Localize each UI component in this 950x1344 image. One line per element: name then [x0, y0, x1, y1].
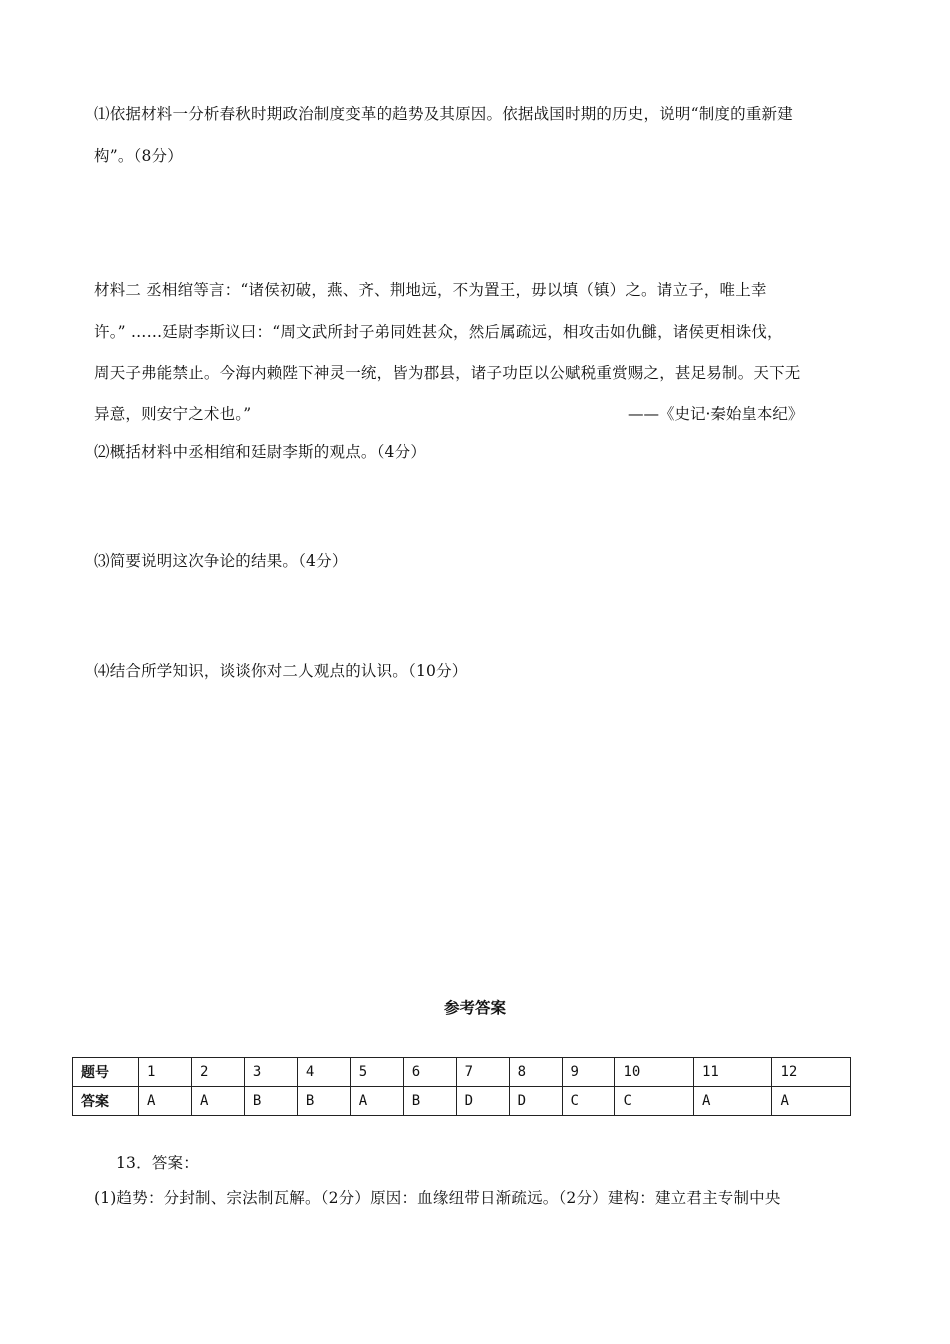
number-cell: 5 [350, 1058, 403, 1087]
answer-cell: C [615, 1087, 694, 1116]
material-2-line-2: 许。” ……廷尉李斯议曰：“周文武所封子弟同姓甚众，然后属疏远，相攻击如仇雠，诸侯更相诛伐， [94, 323, 783, 341]
answer-table-value-row [73, 1087, 851, 1116]
question-3: ⑶简要说明这次争论的结果。（4分） [94, 552, 348, 570]
material-2-line-4: 异意，则安宁之术也。” [94, 405, 252, 423]
answer-header: 答案 [73, 1087, 139, 1116]
number-header: 题号 [73, 1058, 139, 1087]
number-cell: 3 [244, 1058, 297, 1087]
question-4: ⑷结合所学知识，谈谈你对二人观点的认识。（10分） [94, 662, 468, 680]
material-2-line-3: 周天子弗能禁止。今海内赖陛下神灵一统，皆为郡县，诸子功臣以公赋税重赏赐之，甚足易制。天下无 [94, 364, 801, 382]
answer-cell: A [772, 1087, 851, 1116]
answer-cell: D [509, 1087, 562, 1116]
answer-cell: B [297, 1087, 350, 1116]
answer-cell: C [562, 1087, 615, 1116]
answer-table [72, 1057, 851, 1116]
answer-cell: A [693, 1087, 772, 1116]
number-cell: 7 [456, 1058, 509, 1087]
question-2: ⑵概括材料中丞相绾和廷尉李斯的观点。（4分） [94, 443, 427, 461]
number-cell: 11 [693, 1058, 772, 1087]
answer-13-line-1: (1)趋势：分封制、宗法制瓦解。（2分）原因：血缘纽带日渐疏远。（2分）建构：建立君主专制中央 [94, 1189, 781, 1207]
answer-cell: B [244, 1087, 297, 1116]
number-cell: 6 [403, 1058, 456, 1087]
question-1-line-2: 构”。（8分） [94, 147, 183, 165]
answer-cell: A [191, 1087, 244, 1116]
number-cell: 1 [139, 1058, 192, 1087]
question-1-line-1: ⑴依据材料一分析春秋时期政治制度变革的趋势及其原因。依据战国时期的历史，说明“制度的重新建 [94, 105, 793, 123]
material-2-source: ——《史记·秦始皇本纪》 [628, 405, 804, 423]
number-cell: 8 [509, 1058, 562, 1087]
answer-cell: A [139, 1087, 192, 1116]
number-cell: 2 [191, 1058, 244, 1087]
number-cell: 9 [562, 1058, 615, 1087]
answer-cell: A [350, 1087, 403, 1116]
answer-13-label: 13．答案： [116, 1154, 199, 1172]
material-2-line-1: 材料二 丞相绾等言：“诸侯初破，燕、齐、荆地远，不为置王，毋以填（镇）之。请立子，唯上幸 [94, 281, 767, 299]
number-cell: 10 [615, 1058, 694, 1087]
answer-key-title: 参考答案 [443, 999, 506, 1017]
number-cell: 12 [772, 1058, 851, 1087]
answer-cell: D [456, 1087, 509, 1116]
number-cell: 4 [297, 1058, 350, 1087]
answer-cell: B [403, 1087, 456, 1116]
answer-table-number-row [73, 1058, 851, 1087]
